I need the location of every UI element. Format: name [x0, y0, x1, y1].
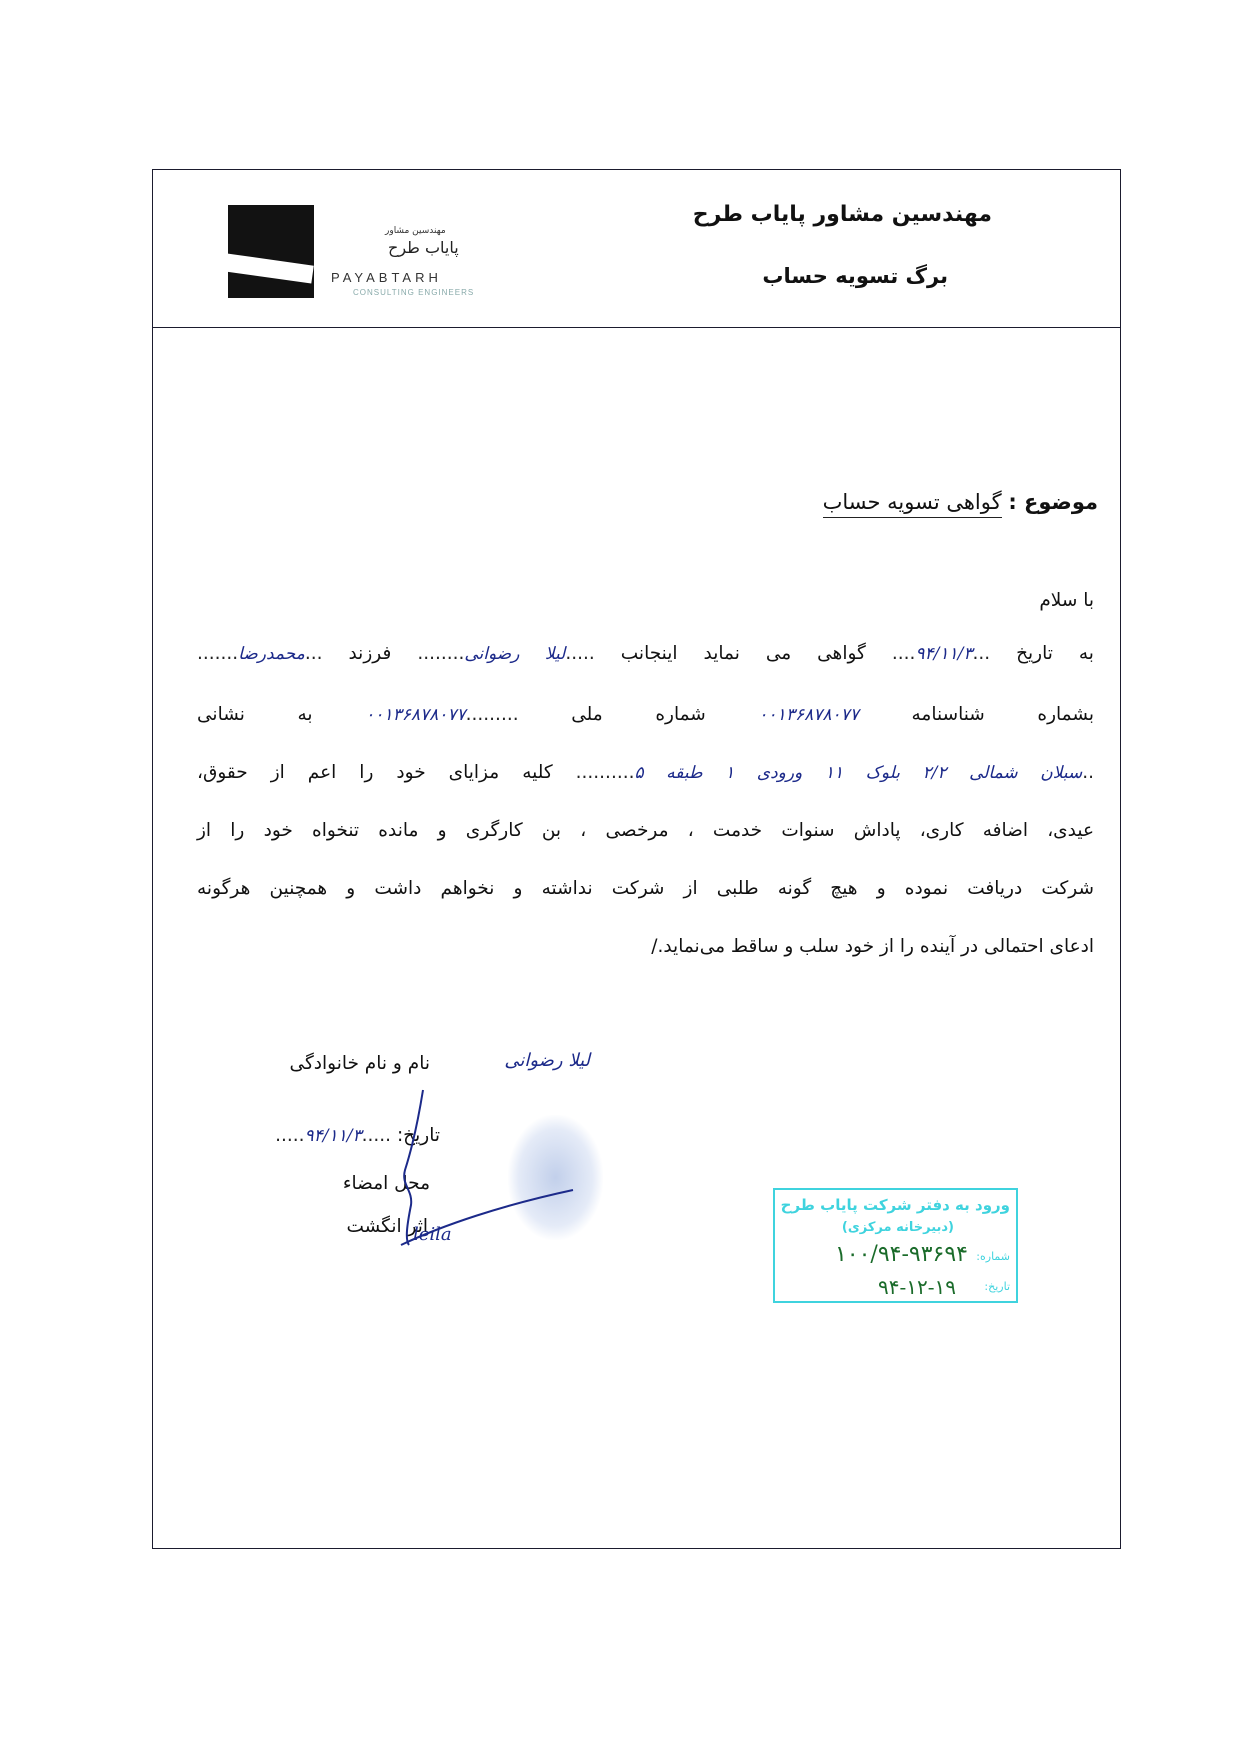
- logo-text-small-fa: مهندسین مشاور: [385, 226, 446, 236]
- signature-place-label: محل امضاء: [342, 1173, 430, 1194]
- body-line-3: ..سبلان شمالی ۲/۲ بلوک ۱۱ ورودی ۱ طبقه ۵.......... کلیه مزایای خود را اعم از حقوق،: [197, 762, 1094, 783]
- body-line-1: به تاریخ ...۹۴/۱۱/۳.... گواهی می نماید اینجانب .....لیلا رضوانی........ فرزند ...محمدرضا.......: [197, 643, 1094, 664]
- body-line-5: شرکت دریافت نموده و هیچ گونه طلبی از شرکت نداشته و نخواهم داشت و همچنین هرگونه: [197, 878, 1094, 899]
- signature-text: leila: [413, 1224, 452, 1245]
- handwritten-address: سبلان شمالی ۲/۲ بلوک ۱۱ ورودی ۱ طبقه ۵: [634, 763, 1083, 783]
- logo-text-fa: پایاب طرح: [388, 238, 459, 257]
- body-line-2: بشماره شناسنامه ۰۰۱۳۶۸۷۸۰۷۷ شماره ملی .........۰۰۱۳۶۸۷۸۰۷۷ به نشانی: [197, 704, 1095, 725]
- document-frame: [152, 169, 1121, 1549]
- name-label: نام و نام خانوادگی: [289, 1053, 430, 1074]
- text: به تاریخ: [1016, 643, 1094, 664]
- stamp-number-label: شماره:: [976, 1250, 1010, 1263]
- handwritten-national-id: ۰۰۱۳۶۸۷۸۰۷۷: [365, 705, 466, 725]
- fingerprint-place-label: اثر انگشت: [346, 1216, 428, 1237]
- stamp-title: ورود به دفتر شرکت پایاب طرح: [780, 1196, 1010, 1214]
- text: شماره ملی: [571, 704, 706, 725]
- stamp-number: ۱۰۰/۹۴-۹۳۶۹۴: [834, 1242, 968, 1267]
- body-line-6: ادعای احتمالی در آینده را از خود سلب و ساقط می‌نماید./: [651, 936, 1094, 957]
- letterhead: [153, 170, 1120, 328]
- registry-stamp: [773, 1188, 1018, 1303]
- text: بشماره شناسنامه: [911, 704, 1095, 725]
- text: فرزند: [348, 643, 392, 664]
- handwritten-date: ۹۴/۱۱/۳: [915, 644, 973, 664]
- stamp-date-label: تاریخ:: [984, 1280, 1010, 1293]
- logo-subtitle-en: CONSULTING ENGINEERS: [353, 288, 475, 297]
- text: به نشانی: [197, 704, 313, 725]
- logo-stripe: [228, 252, 314, 283]
- signature-mark: [383, 1075, 583, 1255]
- body-line-4: عیدی، اضافه کاری، پاداش سنوات خدمت ، مرخصی ، بن کارگری و مانده تنخواه خود را از: [197, 820, 1094, 841]
- greeting: با سلام: [1039, 590, 1094, 611]
- logo-text-en: PAYABTARH: [331, 270, 442, 285]
- handwritten-name: لیلا رضوانی: [464, 644, 566, 664]
- date-label: تاریخ:: [396, 1125, 440, 1146]
- subject-line: [823, 490, 1098, 514]
- handwritten-id-number: ۰۰۱۳۶۸۷۸۰۷۷: [758, 705, 859, 725]
- company-logo-icon: [228, 205, 314, 298]
- form-title: برگ تسویه حساب: [762, 264, 948, 288]
- date-row: تاریخ: .....۹۴/۱۱/۳.....: [275, 1125, 440, 1146]
- text: گواهی می نماید اینجانب: [620, 643, 866, 664]
- stamp-date: ۹۴-۱۲-۱۹: [878, 1275, 956, 1299]
- subject-label: موضوع :: [1008, 490, 1098, 514]
- handwritten-signer-name: لیلا رضوانی: [504, 1050, 590, 1071]
- handwritten-father-name: محمدرضا: [238, 644, 305, 664]
- text: کلیه مزایای خود را اعم از حقوق،: [197, 762, 553, 783]
- organization-name: مهندسین مشاور پایاب طرح: [692, 202, 992, 227]
- handwritten-sign-date: ۹۴/۱۱/۳: [304, 1126, 362, 1146]
- subject-value: گواهی تسویه حساب: [823, 490, 1002, 518]
- stamp-subtitle: (دبیرخانه مرکزی): [841, 1220, 954, 1235]
